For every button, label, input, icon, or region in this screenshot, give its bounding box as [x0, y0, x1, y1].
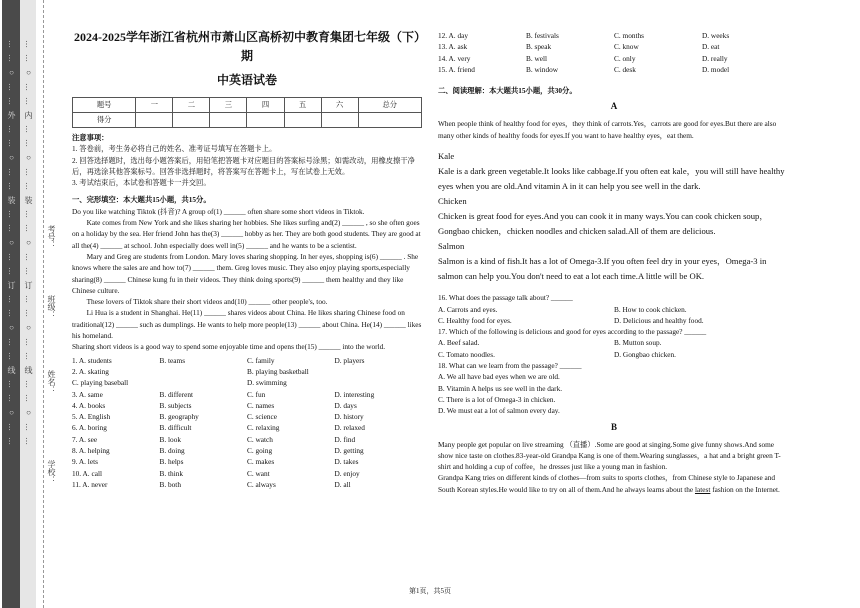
option[interactable]: B. doing [159, 445, 185, 455]
option-row-7 [72, 434, 422, 445]
option-row-9 [72, 456, 422, 467]
option[interactable]: B. window [526, 64, 559, 74]
option[interactable]: C. only [614, 53, 636, 63]
option[interactable]: C. fun [247, 389, 266, 399]
score-cell-empty[interactable] [173, 112, 210, 127]
score-cell: 题号 [73, 97, 136, 112]
passage-a-intro: When people think of healthy food for eyes，they think of carrots.Yes，carrots are good for eyes.But there are also many other kinds of healthy foods for eyes.If you want to have healthy eyes，eat them. [438, 119, 777, 140]
option[interactable]: A. Carrots and eyes. [438, 304, 498, 314]
exam-no-label: 考号： [47, 225, 56, 249]
option[interactable]: C. relaxing [247, 423, 280, 433]
option[interactable]: B. Vitamin A helps us see well in the dark. [438, 383, 563, 393]
note-item: 1. 答卷前，考生务必将自己的姓名、准考证号填写在答题卡上。 [72, 144, 277, 154]
option[interactable]: C. always [247, 479, 276, 489]
option[interactable]: D. really [702, 53, 728, 63]
score-cell-empty[interactable] [358, 112, 421, 127]
name-label: 姓名： [47, 370, 56, 394]
chicken-title: Chicken [438, 196, 467, 207]
option-row-3 [72, 389, 422, 400]
option[interactable]: D. model [702, 64, 730, 74]
score-cell-empty[interactable] [247, 112, 284, 127]
passage-a-label: A [610, 101, 618, 112]
option[interactable]: D. days [334, 400, 357, 410]
option-row-10 [72, 468, 422, 479]
binding-margin [0, 0, 60, 608]
page-footer: 第1页，共5页 [409, 587, 451, 595]
option[interactable]: C. Healthy food for eyes. [438, 315, 512, 325]
cloze-options [72, 355, 422, 491]
option[interactable]: 1. A. students [72, 355, 112, 365]
option[interactable]: D. enjoy [334, 468, 360, 478]
section1-title: 一、完形填空：本大题共15小题，共15分。 [72, 195, 211, 205]
option-row-8 [72, 445, 422, 456]
option[interactable]: B. festivals [526, 31, 559, 40]
option-row-14 [438, 53, 790, 64]
option[interactable]: C. names [247, 400, 275, 410]
option[interactable]: D. eat [702, 42, 720, 52]
option[interactable]: 11. A. never [72, 479, 108, 489]
option[interactable]: 4. A. books [72, 400, 106, 410]
section2-title: 二、阅读理解：本大题共15小题，共30分。 [438, 86, 577, 96]
option[interactable]: D. history [334, 412, 364, 422]
notes-title: 注意事项： [72, 132, 109, 142]
option[interactable]: D. relaxed [334, 423, 365, 433]
exam-subtitle: 中英语试卷 [216, 73, 277, 88]
question-17: 17. Which of the following is delicious and good for eyes according to the passage? ______ [438, 327, 707, 337]
score-cell: 三 [210, 97, 247, 112]
left-column [72, 28, 422, 490]
underlined-word: latest [694, 484, 711, 494]
question-18: 18. What can we learn from the passage? ______ [438, 361, 582, 371]
score-cell: 总分 [358, 97, 421, 112]
note-item: 2. 回答选择题时，选出每小题答案后，用铅笔把答题卡对应题目的答案标号涂黑；如需改动，用橡皮擦干净后，再选涂其他答案标号。回答非选择题时，将答案写在答题卡上，写在试卷上无效。 [72, 155, 415, 176]
note-item: 3. 考试结束后，本试卷和答题卡一并交回。 [72, 178, 211, 188]
score-cell-empty[interactable] [284, 112, 321, 127]
option[interactable]: 2. A. skating [72, 366, 109, 376]
option-row-4 [72, 400, 422, 411]
q16-row-2 [438, 315, 790, 326]
question-16: 16. What does the passage talk about? ______ [438, 293, 573, 303]
score-table [72, 97, 422, 128]
score-cell: 二 [173, 97, 210, 112]
option[interactable]: D. Delicious and healthy food. [614, 315, 704, 325]
option[interactable]: B. difficult [159, 423, 192, 433]
option[interactable]: C. know [614, 42, 639, 52]
option-row-12 [438, 30, 790, 41]
option[interactable]: 8. A. helping [72, 445, 110, 455]
option[interactable]: D. all [334, 479, 351, 489]
option-row-1 [72, 355, 422, 366]
option[interactable]: B. look [159, 434, 181, 444]
cloze-para: Do you like watching Tiktok (抖音)? A group of(1) ______ often share some short videos in Tiktok. [72, 206, 365, 216]
option[interactable]: A. We all have bad eyes when we are old. [438, 372, 560, 382]
option[interactable]: C. desk [614, 64, 636, 74]
q17-row-2 [438, 349, 790, 360]
option-row-2b [72, 377, 422, 388]
score-cell: 一 [136, 97, 173, 112]
option[interactable]: C. There is a lot of Omega-3 in chicken. [438, 394, 556, 404]
salmon-text: Salmon is a kind of fish.It has a lot of Omega-3.If you often feel dry in your eyes，Omega-3 in salmon can help you.You don't need to eat a lot each time.A little will be OK. [438, 256, 767, 282]
kale-text: Kale is a dark green vegetable.It looks like cabbage.If you often eat kale，you will still have healthy eyes when you are old.And vitamin A in it can help you see well in the dark. [438, 166, 785, 192]
passage-b-text-after: fashion on the Internet. [710, 484, 780, 494]
option[interactable]: 9. A. lets [72, 457, 98, 467]
option-row-13 [438, 41, 790, 52]
cloze-para: These lovers of Tiktok share their short videos and(10) ______ other people's, too. [86, 297, 328, 307]
chicken-text: Chicken is great food for eyes.And you can cook it in many ways.You can cook chicken soup，Gongbao chicken，chicken noodles and chicken salad.All of them are delicious. [438, 211, 768, 237]
option-row-11 [72, 479, 422, 490]
option[interactable]: 12. A. day [438, 31, 468, 40]
option[interactable]: B. Mutton soup. [614, 338, 662, 348]
score-cell: 六 [321, 97, 358, 112]
option[interactable]: B. playing basketball [247, 366, 309, 376]
kale-title: Kale [438, 151, 455, 162]
option-row-5 [72, 411, 422, 422]
score-cell: 得分 [73, 112, 136, 127]
option[interactable]: C. science [247, 412, 277, 422]
cut-line [43, 0, 44, 608]
score-cell-empty[interactable] [136, 112, 173, 127]
option[interactable]: D. find [334, 434, 356, 444]
option[interactable]: B. helps [159, 457, 184, 467]
option[interactable]: 10. A. call [72, 468, 102, 478]
option[interactable]: B. speak [526, 42, 552, 52]
passage-b-text-before: Grandpa Kang tries on different kinds of clothes—from suits to sports clothes，from Chinese style to Japanese and South Korean styles.He would like to try on all of them.And he always learns about the [438, 473, 776, 494]
option[interactable]: D. interesting [334, 389, 375, 399]
option[interactable]: B. different [159, 389, 194, 399]
cloze-para: Li Hua is a student in Shanghai. He(11) ______ shares videos about China. He likes sharing Chinese food on traditional(12) ______ such as dumplings. He wants to help more people(13) ______ about China. He(14) ______ likes his homeland. [72, 308, 422, 341]
inner-seal-line: ……○……内……○……装……○……订……○……线……○…… [24, 40, 33, 451]
cloze-para: Mary and Greg are students from London. Mary loves sharing shopping. In her eyes, shopping is(6) ______ . She knows where the sales are and how to(7) ______ them. Greg loves music. They also enjoy playing sports,especially sharing(8) ______ Chinese kung fu in their videos. They think doing sports(9) ______ them healthy and they like Chinese culture. [72, 251, 419, 295]
option[interactable]: C. want [247, 468, 270, 478]
cloze-para: Sharing short videos is a good way to spend some enjoyable time and opens the(15) ______ into the world. [72, 342, 386, 352]
option[interactable]: D. players [334, 355, 365, 365]
exam-title: 2024-2025学年浙江省杭州市萧山区高桥初中教育集团七年级（下）期 [74, 30, 420, 64]
option[interactable]: C. Tomato noodles. [438, 349, 495, 359]
passage-b-label: B [610, 421, 617, 432]
option[interactable]: C. makes [247, 457, 275, 467]
option[interactable]: D. We must eat a lot of salmon every day. [438, 406, 560, 416]
option[interactable]: B. geography [159, 412, 199, 422]
option[interactable]: 15. A. friend [438, 64, 475, 74]
option[interactable]: D. swimming [247, 378, 287, 388]
school-label: 学校： [47, 460, 56, 484]
option[interactable]: A. Beef salad. [438, 338, 480, 348]
class-label: 班级： [47, 295, 56, 319]
score-cell: 五 [284, 97, 321, 112]
cloze-para: Kate comes from New York and she likes sharing her hobbies. She likes surfing and(2) ______ , so she often goes on a holiday by the sea. Her friend John has the(3) ______ hobby as her. They are both good students. They are good at all the(4) ______ at school. John especially does well in(5) ______ and he wants to be a scientist. [72, 218, 421, 250]
option[interactable]: B. both [159, 479, 181, 489]
passage-b-para-2 [438, 472, 790, 495]
option[interactable]: 7. A. see [72, 434, 98, 444]
score-cell-empty[interactable] [210, 112, 247, 127]
option[interactable]: 3. A. same [72, 389, 103, 399]
option[interactable]: B. well [526, 53, 548, 63]
score-cell-empty[interactable] [321, 112, 358, 127]
score-table-score-row [73, 112, 422, 127]
option[interactable]: B. think [159, 468, 184, 478]
q16-row-1 [438, 304, 790, 315]
option[interactable]: D. Gongbao chicken. [614, 349, 677, 359]
option[interactable]: D. takes [334, 457, 359, 467]
option[interactable]: C. playing baseball [72, 378, 129, 388]
outer-seal-line: ……○……外……○……装……○……订……○……线……○…… [7, 40, 16, 451]
score-table-header-row [73, 97, 422, 112]
option[interactable]: 13. A. ask [438, 42, 468, 52]
option-row-15 [438, 64, 790, 75]
option-row-2a [72, 366, 422, 377]
option[interactable]: C. months [614, 31, 645, 40]
option-row-6 [72, 422, 422, 433]
option[interactable]: B. teams [159, 355, 186, 365]
passage-a-body [438, 149, 790, 284]
option[interactable]: C. going [247, 445, 273, 455]
score-cell: 四 [247, 97, 284, 112]
option[interactable]: 5. A. English [72, 412, 111, 422]
salmon-title: Salmon [438, 241, 465, 252]
option[interactable]: C. watch [247, 434, 273, 444]
option[interactable]: 14. A. very [438, 53, 471, 63]
option[interactable]: D. getting [334, 445, 364, 455]
option[interactable]: B. subjects [159, 400, 192, 410]
option[interactable]: D. weeks [702, 31, 730, 40]
right-column [438, 30, 790, 495]
option[interactable]: B. How to cook chicken. [614, 304, 687, 314]
option[interactable]: C. family [247, 355, 275, 365]
q17-row-1 [438, 337, 790, 348]
passage-b-para-1: Many people get popular on live streaming （直播）.Some are good at singing.Some give funny shows.And some show nice taste on clothes.83-year-old Grandpa Kang is one of them.Wearing sunglasses，a hat and a bright green T-shirt and holding a cup of coffee，he dresses just like a young man in fashion. [438, 439, 781, 472]
option[interactable]: 6. A. boring [72, 423, 107, 433]
